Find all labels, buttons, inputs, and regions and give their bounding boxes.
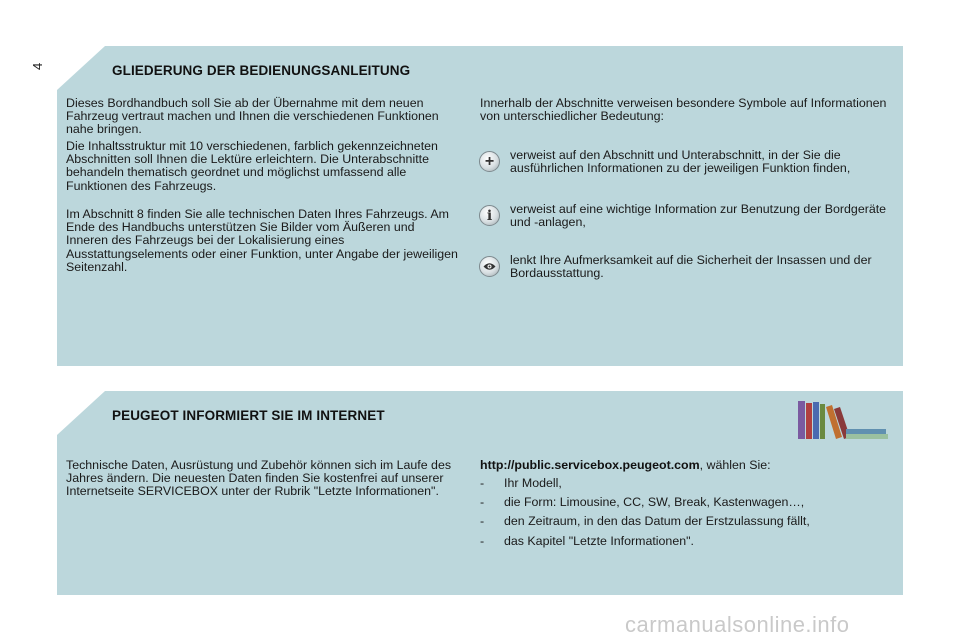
symbol-text-info: verweist auf eine wichtige Information zur Benutzung der Bordgeräte und -anlagen,	[510, 202, 887, 230]
symbol-text-plus: verweist auf den Abschnitt und Unterabschnitt, in der Sie die ausführlichen Informationen zu der jeweiligen Funktion finden,	[510, 148, 851, 176]
watermark: carmanualsonline.info	[625, 612, 850, 637]
servicebox-suffix: , wählen Sie:	[699, 458, 771, 472]
symbols-intro: Innerhalb der Abschnitte verweisen besondere Symbole auf Informationen von unterschiedlicher Bedeutung:	[480, 96, 887, 124]
section-internet-title: PEUGEOT INFORMIERT SIE IM INTERNET	[112, 408, 385, 423]
list-item: - das Kapitel "Letzte Informationen".	[480, 535, 900, 548]
list-item: - die Form: Limousine, CC, SW, Break, Kastenwagen…,	[480, 496, 900, 509]
page-number: 4	[30, 62, 45, 70]
books-illustration	[796, 399, 891, 441]
servicebox-line	[480, 459, 900, 472]
info-icon: i	[479, 205, 500, 226]
list-item: - den Zeitraum, in den das Datum der Erstzulassung fällt,	[480, 515, 900, 528]
plus-icon: +	[479, 151, 500, 172]
structure-paragraph-2: Die Inhaltsstruktur mit 10 verschiedenen, farblich gekennzeichneten Abschnitten soll Ihnen die Lektüre erleichtern. Die Unterabschnitte behandeln thematisch geordnet und möglichst umfassend alle Funktionen des Fahrzeugs.	[66, 139, 438, 193]
eye-icon-graphic	[483, 262, 496, 271]
structure-paragraph-3: Im Abschnitt 8 finden Sie alle technischen Daten Ihres Fahrzeugs. Am Ende des Handbuchs unterstützen Sie Bilder vom Äußeren und Inneren des Fahrzeugs bei der Lokalisierung eines Ausstattungselements oder einer Funktion, unter Angabe der jeweiligen Seitenzahl.	[66, 207, 458, 274]
internet-paragraph: Technische Daten, Ausrüstung und Zubehör können sich im Laufe des Jahres ändern. Die neuesten Daten finden Sie kostenfrei auf unserer Internetseite SERVICEBOX unter der Rubrik "Letzte Informationen".	[66, 458, 452, 499]
servicebox-steps-list	[480, 477, 900, 554]
servicebox-link[interactable]: http://public.servicebox.peugeot.com	[480, 458, 700, 472]
section-structure-title: GLIEDERUNG DER BEDIENUNGSANLEITUNG	[112, 63, 411, 78]
structure-paragraph-1: Dieses Bordhandbuch soll Sie ab der Übernahme mit dem neuen Fahrzeug vertraut machen und Ihnen die verschiedenen Funktionen nahe bringen.	[66, 96, 439, 137]
eye-icon	[479, 256, 500, 277]
list-item: - Ihr Modell,	[480, 477, 900, 490]
symbol-text-eye: lenkt Ihre Aufmerksamkeit auf die Sicherheit der Insassen und der Bordausstattung.	[510, 253, 872, 281]
